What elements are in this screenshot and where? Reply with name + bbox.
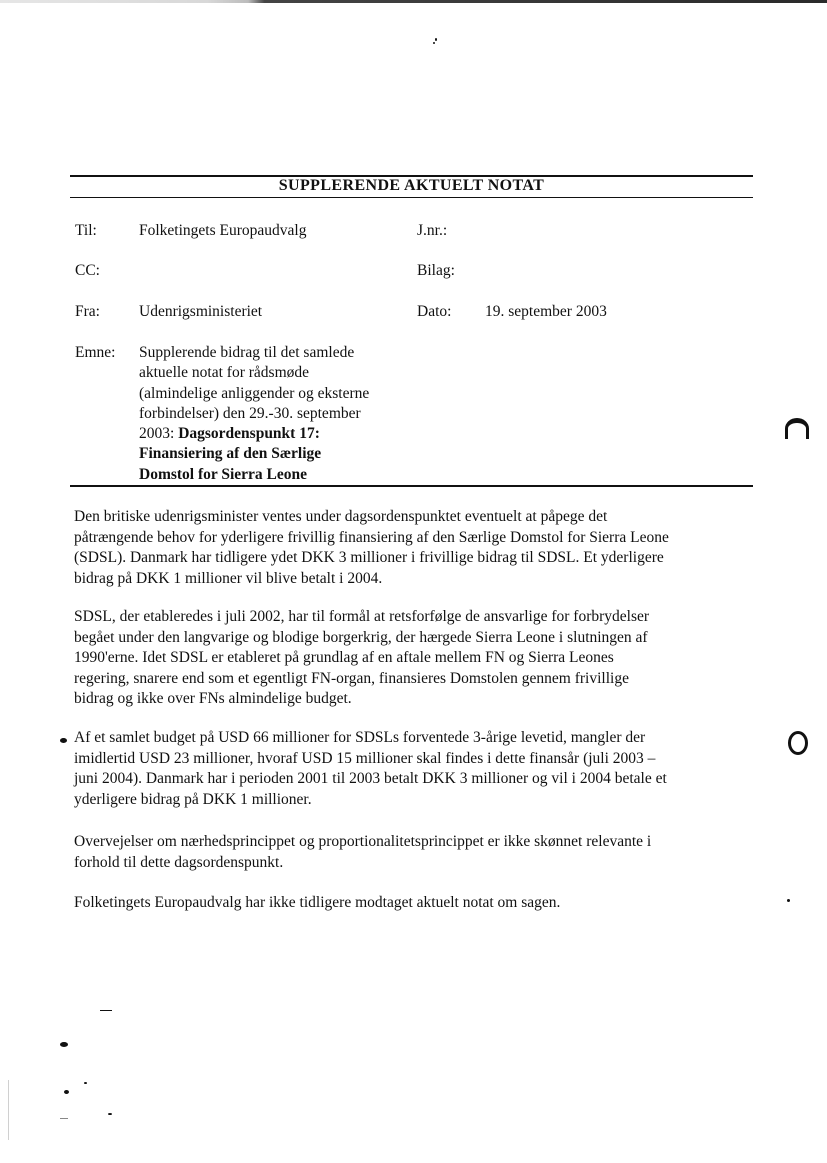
to-label: Til: [75,222,97,239]
scan-speck [435,38,437,41]
scan-speck [60,738,67,743]
from-label: Fra: [75,303,100,320]
subject-agenda-item: Dagsordenspunkt 17: [178,425,320,443]
subject-label: Emne: [75,344,116,361]
paragraph-4 [74,832,754,873]
paragraph-line: (SDSL). Danmark har tidligere ydet DKK 3 millioner i frivillige bidrag til SDSL. Et yderligere [74,549,664,566]
paragraph-2 [74,607,754,710]
scan-speck [108,1113,112,1115]
scan-speck [60,1042,68,1047]
subject-line-prefix: 2003: [139,425,179,443]
punch-hole-mark [785,418,809,439]
paragraph-line: SDSL, der etableredes i juli 2002, har til formål at retsforfølge de ansvarlige for forbrydelser [74,608,650,625]
subject-text [139,343,409,485]
scan-top-edge [0,0,827,3]
document-title: SUPPLERENDE AKTUELT NOTAT [278,177,545,194]
paragraph-line: yderligere bidrag på DKK 1 millioner. [74,790,312,808]
subject-line: Supplerende bidrag til det samlede [139,344,355,361]
scan-speck [100,1010,112,1011]
paragraph-line: Folketingets Europaudvalg har ikke tidligere modtaget aktuelt notat om sagen. [74,894,561,911]
paragraph-line: Overvejelser om nærhedsprincippet og proportionalitetsprincippet er ikke skønnet relevante i [74,833,652,850]
date-label: Dato: [417,303,452,320]
paragraph-line: bidrag på DKK 1 millioner vil blive betalt i 2004. [74,569,383,587]
paragraph-line: bidrag og ikke over FNs almindelige budget. [74,690,352,707]
jnr-label: J.nr.: [417,222,448,239]
paragraph-line: påtrængende behov for yderligere frivillig finansiering af den Særlige Domstol for Sierra Leone [74,528,669,546]
scan-speck [787,899,790,902]
paragraph-5 [74,893,754,914]
paragraph-line: begået under den langvarige og blodige borgerkrig, der hærgede Sierra Leone i slutningen af [74,628,648,646]
subject-bold-line: Domstol for Sierra Leone [139,465,308,483]
title-rule-bottom [70,197,753,198]
paragraph-line: juni 2004). Danmark har i perioden 2001 til 2003 betalt DKK 3 millioner og vil i 2004 betale et [74,770,667,787]
from-value: Udenrigsministeriet [139,303,263,320]
subject-line [139,424,409,444]
paragraph-1 [74,507,754,589]
to-value: Folketingets Europaudvalg [139,222,307,239]
scan-left-edge [8,1080,9,1140]
paragraph-3 [74,728,754,810]
paragraph-line: regering, snarere end som et egentligt FN-organ, finansieres Domstolen gennem frivillige [74,669,629,687]
bilag-label: Bilag: [417,262,455,279]
subject-line: forbindelser) den 29.-30. september [139,404,361,422]
punch-hole-mark [788,731,808,755]
scan-speck [60,1118,68,1119]
date-value: 19. september 2003 [485,303,607,320]
subject-line: (almindelige anliggender og eksterne [139,384,370,402]
subject-bold-line: Finansiering af den Særlige [139,445,322,463]
paragraph-line: imidlertid USD 23 millioner, hvoraf USD 15 millioner skal findes i dette finansår (juli 2003 – [74,749,656,767]
paragraph-line: Den britiske udenrigsminister ventes under dagsordenspunktet eventuelt at påpege det [74,508,608,525]
paragraph-line: Af et samlet budget på USD 66 millioner for SDSLs forventede 3-årige levetid, mangler der [74,729,646,746]
header-rule-bottom [70,485,753,487]
subject-line: aktuelle notat for rådsmøde [139,364,310,382]
scan-speck [433,42,435,44]
cc-label: CC: [75,262,100,279]
scan-speck [84,1082,87,1084]
paragraph-line: forhold til dette dagsordenspunkt. [74,853,284,871]
scan-speck [64,1090,69,1094]
paragraph-line: 1990'erne. Idet SDSL er etableret på grundlag af en aftale mellem FN og Sierra Leones [74,649,614,666]
